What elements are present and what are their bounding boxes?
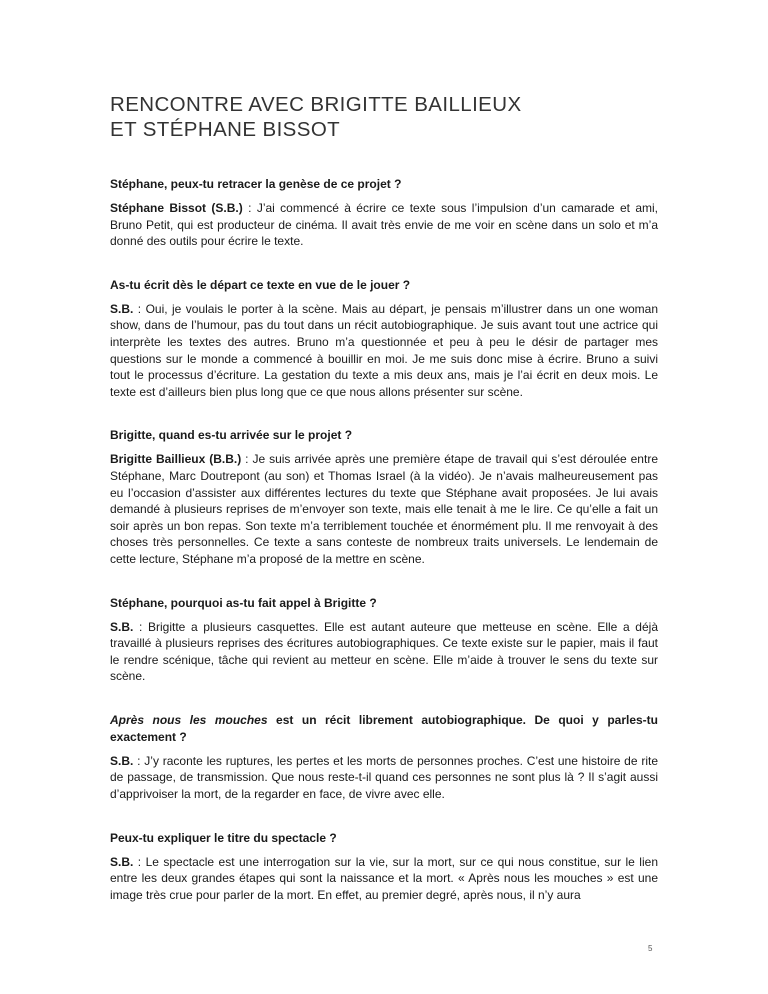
speaker-label: S.B. <box>110 301 134 316</box>
answer-text: : J’y raconte les ruptures, les pertes et les morts de personnes proches. C’est une histoire de rite de passage, de transmission. Que nous reste-t-il quand ces personnes ne sont plus là ? Il s’agit aussi d’apprivoiser la mort, de la regarder en face, de vivre avec elle. <box>110 753 658 802</box>
qa-block-3 <box>110 427 658 567</box>
answer <box>110 753 658 803</box>
answer <box>110 200 658 250</box>
page-number: 5 <box>648 944 653 953</box>
question: Stéphane, peux-tu retracer la genèse de ce projet ? <box>110 177 402 191</box>
speaker-label: S.B. <box>110 619 134 634</box>
answer-text: : J’ai commencé à écrire ce texte sous l’impulsion d’un camarade et ami, Bruno Petit, qui est producteur de cinéma. Il avait très envie de me voir en scène dans un solo et m’a donné des outils pour écrire le texte. <box>110 201 658 249</box>
document-page <box>110 92 658 930</box>
answer-text: : Je suis arrivée après une première étape de travail qui s’est déroulée entre Stéphane, Marc Doutrepont (au son) et Thomas Israel (à la vidéo). Je n’avais malheureusement pas eu l’occasion d’assister aux différentes lectures du texte que Stéphane avait proposées. Je lui avais demandé à plusieurs reprises de m’envoyer son texte, mais elle tenait à me le lire. Ce qu’elle a fait un soir après un bon repas. Son texte m’a terriblement touchée et énormément plu. Il me renvoyait à des choses très personnelles. Ce texte a sans conteste de nombreux traits universels. Le lendemain de cette lecture, Stéphane m’a proposé de la mettre en scène. <box>110 452 658 566</box>
speaker-label: Stéphane Bissot (S.B.) <box>110 201 243 215</box>
answer <box>110 301 658 401</box>
qa-block-2 <box>110 277 658 401</box>
qa-block-6 <box>110 830 658 904</box>
answer <box>110 451 658 567</box>
speaker-label: Brigitte Baillieux (B.B.) <box>110 452 242 467</box>
page-title-line-2: ET STÉPHANE BISSOT <box>110 118 341 141</box>
question: As-tu écrit dès le départ ce texte en vue de le jouer ? <box>110 277 411 292</box>
speaker-label: S.B. <box>110 854 134 869</box>
answer-text: : Brigitte a plusieurs casquettes. Elle est autant auteure que metteuse en scène. Elle a déjà travaillé à plusieurs reprises des écritures autobiographiques. Ce texte existe sur le papier, mais il faut le rendre scénique, tâche qui revient au metteur en scène. Elle m’aide à trouver le sens du texte sur scène. <box>110 619 658 684</box>
answer-text: : Le spectacle est une interrogation sur la vie, sur la mort, sur ce qui nous constitue, sur le lien entre les deux grandes étapes qui sont la naissance et la mort. « Après nous les mouches » est une image très crue pour parler de la mort. En effet, au premier degré, après nous, il n’y aura <box>110 854 658 902</box>
speaker-label: S.B. <box>110 753 134 768</box>
page-title <box>110 92 658 142</box>
qa-block-4 <box>110 595 658 685</box>
question: Brigitte, quand es-tu arrivée sur le projet ? <box>110 428 353 443</box>
question: Peux-tu expliquer le titre du spectacle ? <box>110 830 337 845</box>
question <box>110 712 658 746</box>
qa-block-5 <box>110 712 658 803</box>
page-title-line-1: RENCONTRE AVEC BRIGITTE BAILLIEUX <box>110 93 522 116</box>
answer <box>110 854 658 904</box>
question: Stéphane, pourquoi as-tu fait appel à Brigitte ? <box>110 595 377 610</box>
qa-block-1 <box>110 176 658 250</box>
answer <box>110 619 658 685</box>
show-title: Après nous les mouches <box>110 712 268 727</box>
question-text: est un récit librement autobiographique. De quoi y parles-tu exactement ? <box>110 712 659 744</box>
answer-text: : Oui, je voulais le porter à la scène. Mais au départ, je pensais m’illustrer dans un one woman show, dans de l’humour, pas du tout dans un récit autobiographique. Je suis avant tout une actrice qui interprète les textes des autres. Bruno m’a questionnée et peu à peu le désir de partager mes questions sur le monde a commencé à bouillir en moi. Je me suis donc mise à écrire. Bruno a suivi tout le processus d’écriture. La gestation du texte a mis deux ans, mais je l’ai écrit en deux mois. Le texte est d’ailleurs bien plus long que ce que nous allons présenter sur scène. <box>110 301 658 399</box>
